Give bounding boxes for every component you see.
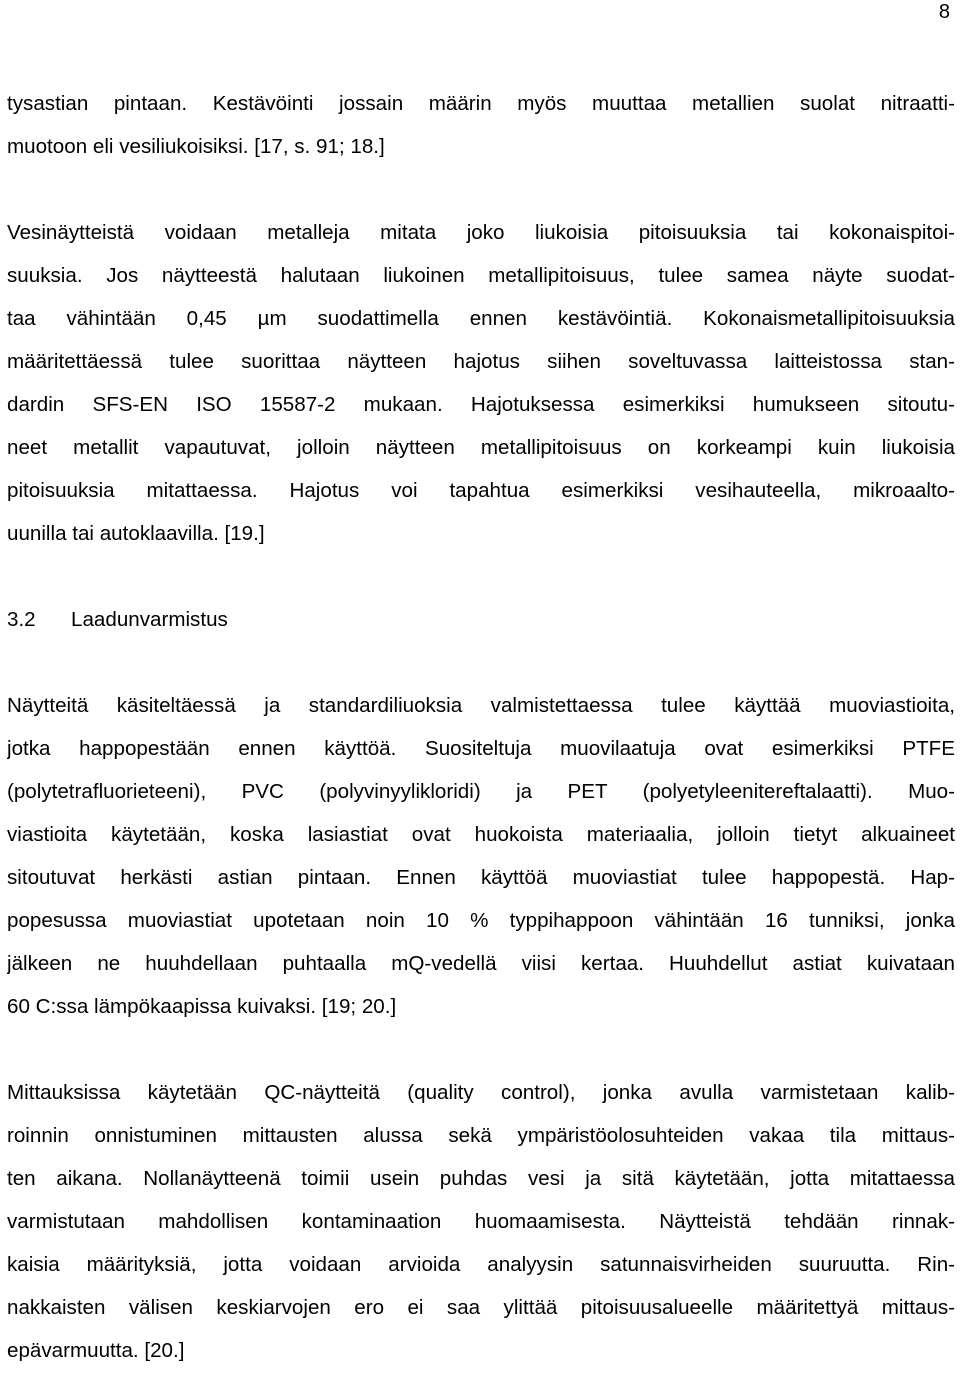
paragraph-4 [7,1071,955,1372]
text-line: Näytteitä käsiteltäessä ja standardiliuoksia valmistettaessa tulee käyttää muoviastioita, [7,694,955,717]
text-line: nakkaisten välisen keskiarvojen ero ei saa ylittää pitoisuusalueelle määritettyä mittaus- [7,1296,955,1319]
paragraph-3 [7,684,955,1028]
text-line: muotoon eli vesiliukoisiksi. [17, s. 91; 18.] [7,135,385,158]
text-line: viastioita käytetään, koska lasiastiat ovat huokoista materiaalia, jolloin tietyt alkuaineet [7,823,955,846]
text-line: varmistutaan mahdollisen kontaminaation huomaamisesta. Näytteistä tehdään rinnak- [7,1210,955,1233]
text-line: epävarmuutta. [20.] [7,1339,185,1362]
text-line: jotka happopestään ennen käyttöä. Suositeltuja muovilaatuja ovat esimerkiksi PTFE [7,737,955,760]
text-line: kaisia määrityksiä, jotta voidaan arvioida analyysin satunnaisvirheiden suuruutta. Rin- [7,1253,955,1276]
text-line: sitoutuvat herkästi astian pintaan. Ennen käyttöä muoviastiat tulee happopestä. Hap- [7,866,955,889]
paragraph-2 [7,211,955,555]
text-line: uunilla tai autoklaavilla. [19.] [7,522,265,545]
text-line: määritettäessä tulee suorittaa näytteen hajotus siihen soveltuvassa laitteistossa stan- [7,350,955,373]
text-line: taa vähintään 0,45 µm suodattimella ennen kestävöintiä. Kokonaismetallipitoisuuksia [7,307,955,330]
page-number: 8 [938,1,950,23]
text-line: suuksia. Jos näytteestä halutaan liukoinen metallipitoisuus, tulee samea näyte suodat- [7,264,955,287]
text-line: jälkeen ne huuhdellaan puhtaalla mQ-vedellä viisi kertaa. Huuhdellut astiat kuivataan [7,952,955,975]
text-line: popesussa muoviastiat upotetaan noin 10 % typpihappoon vähintään 16 tunniksi, jonka [7,909,955,932]
text-line: (polytetrafluorieteeni), PVC (polyvinyylikloridi) ja PET (polyetyleenitereftalaatti). Muo- [7,780,955,803]
section-number: 3.2 [7,608,36,631]
text-line: dardin SFS-EN ISO 15587-2 mukaan. Hajotuksessa esimerkiksi humukseen sitoutu- [7,393,955,416]
text-line: neet metallit vapautuvat, jolloin näytteen metallipitoisuus on korkeampi kuin liukoisia [7,436,955,459]
section-title: Laadunvarmistus [71,608,228,631]
text-line: roinnin onnistuminen mittausten alussa sekä ympäristöolosuhteiden vakaa tila mittaus- [7,1124,955,1147]
text-line: Vesinäytteistä voidaan metalleja mitata joko liukoisia pitoisuuksia tai kokonaispitoi- [7,221,955,244]
text-line: 60 C:ssa lämpökaapissa kuivaksi. [19; 20.] [7,995,397,1018]
text-line: ten aikana. Nollanäytteenä toimii usein puhdas vesi ja sitä käytetään, jotta mitattaessa [7,1167,955,1190]
text-line: Mittauksissa käytetään QC-näytteitä (quality control), jonka avulla varmistetaan kalib- [7,1081,955,1104]
text-line: pitoisuuksia mitattaessa. Hajotus voi tapahtua esimerkiksi vesihauteella, mikroaalto- [7,479,955,502]
text-line: tysastian pintaan. Kestävöinti jossain määrin myös muuttaa metallien suolat nitraatti- [7,92,955,115]
section-heading [7,598,955,641]
document-body [7,82,955,1372]
paragraph-1 [7,82,955,168]
